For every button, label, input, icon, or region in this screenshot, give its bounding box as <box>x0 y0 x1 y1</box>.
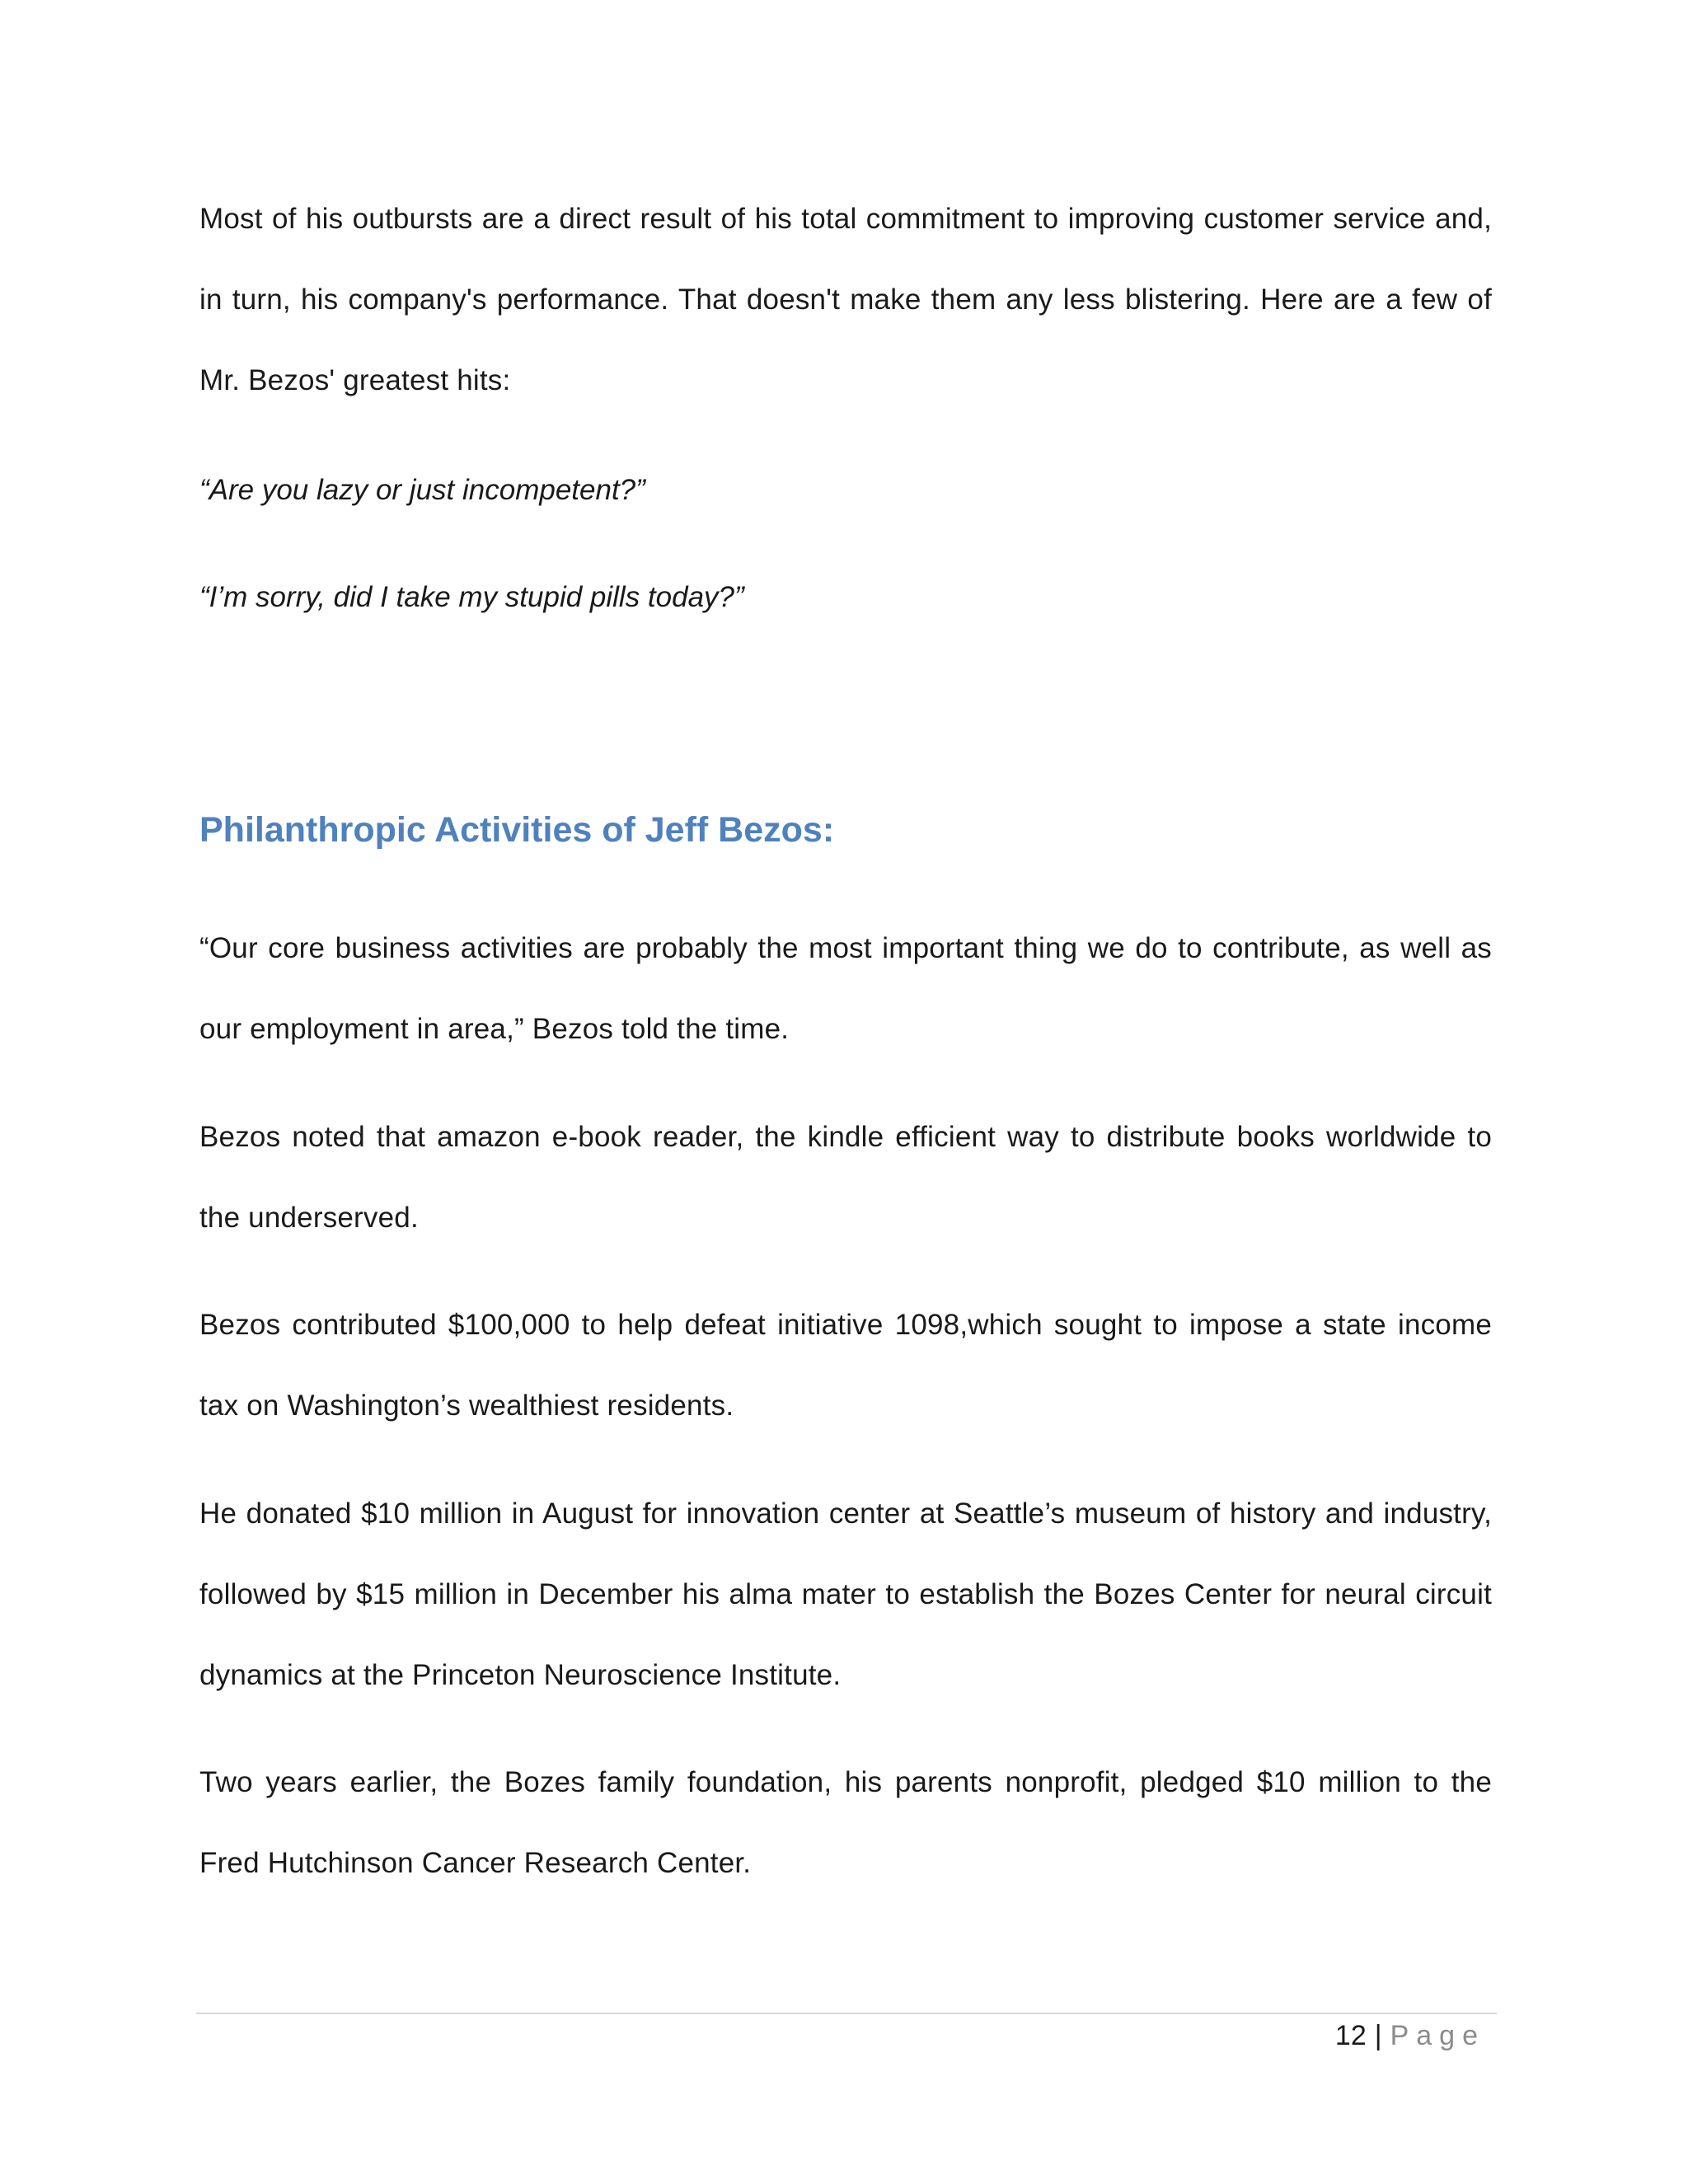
footer-separator: | <box>1374 2020 1382 2051</box>
quote-2: “I’m sorry, did I take my stupid pills today?” <box>199 581 744 613</box>
philanthropy-paragraph-4 <box>199 1474 1492 1716</box>
paragraph-text: Bezos contributed $100,000 to help defeat initiative 1098,which sought to impose a state income tax on Washington’s wealthiest residents. <box>199 1309 1492 1422</box>
paragraph-text: He donated $10 million in August for innovation center at Seattle’s museum of history and industry, followed by $15 million in December his alma mater to establish the Bozes Center for neural circuit dynamics at the Princeton Neuroscience Institute. <box>199 1497 1492 1691</box>
footer-divider <box>196 2013 1497 2014</box>
paragraph-text: “Our core business activities are probably the most important thing we do to contribute, as well as our employment in area,” Bezos told the time. <box>199 932 1492 1045</box>
section-heading: Philanthropic Activities of Jeff Bezos: <box>199 810 835 850</box>
intro-paragraph: Most of his outbursts are a direct result of his total commitment to improving customer service and, in turn, his company's performance. That doesn't make them any less blistering. Here are a few of Mr. Bezos' greatest hits: <box>199 203 1492 396</box>
philanthropy-paragraph-3 <box>199 1285 1492 1446</box>
paragraph-text: Bezos noted that amazon e-book reader, the kindle efficient way to distribute books worldwide to the underserved. <box>199 1121 1492 1234</box>
paragraph-text: Two years earlier, the Bozes family foundation, his parents nonprofit, pledged $10 million to the Fred Hutchinson Cancer Research Center. <box>199 1766 1492 1879</box>
philanthropy-paragraph-5 <box>199 1742 1492 1904</box>
page-label: Page <box>1390 2020 1485 2051</box>
page-number: 12 <box>1334 2020 1367 2051</box>
page-footer <box>1335 2011 1485 2060</box>
quotes-section <box>199 450 1492 638</box>
intro-section <box>199 179 1492 421</box>
philanthropy-paragraph-2 <box>199 1097 1492 1258</box>
quote-1: “Are you lazy or just incompetent?” <box>199 474 645 506</box>
philanthropy-paragraph-1 <box>199 908 1492 1070</box>
